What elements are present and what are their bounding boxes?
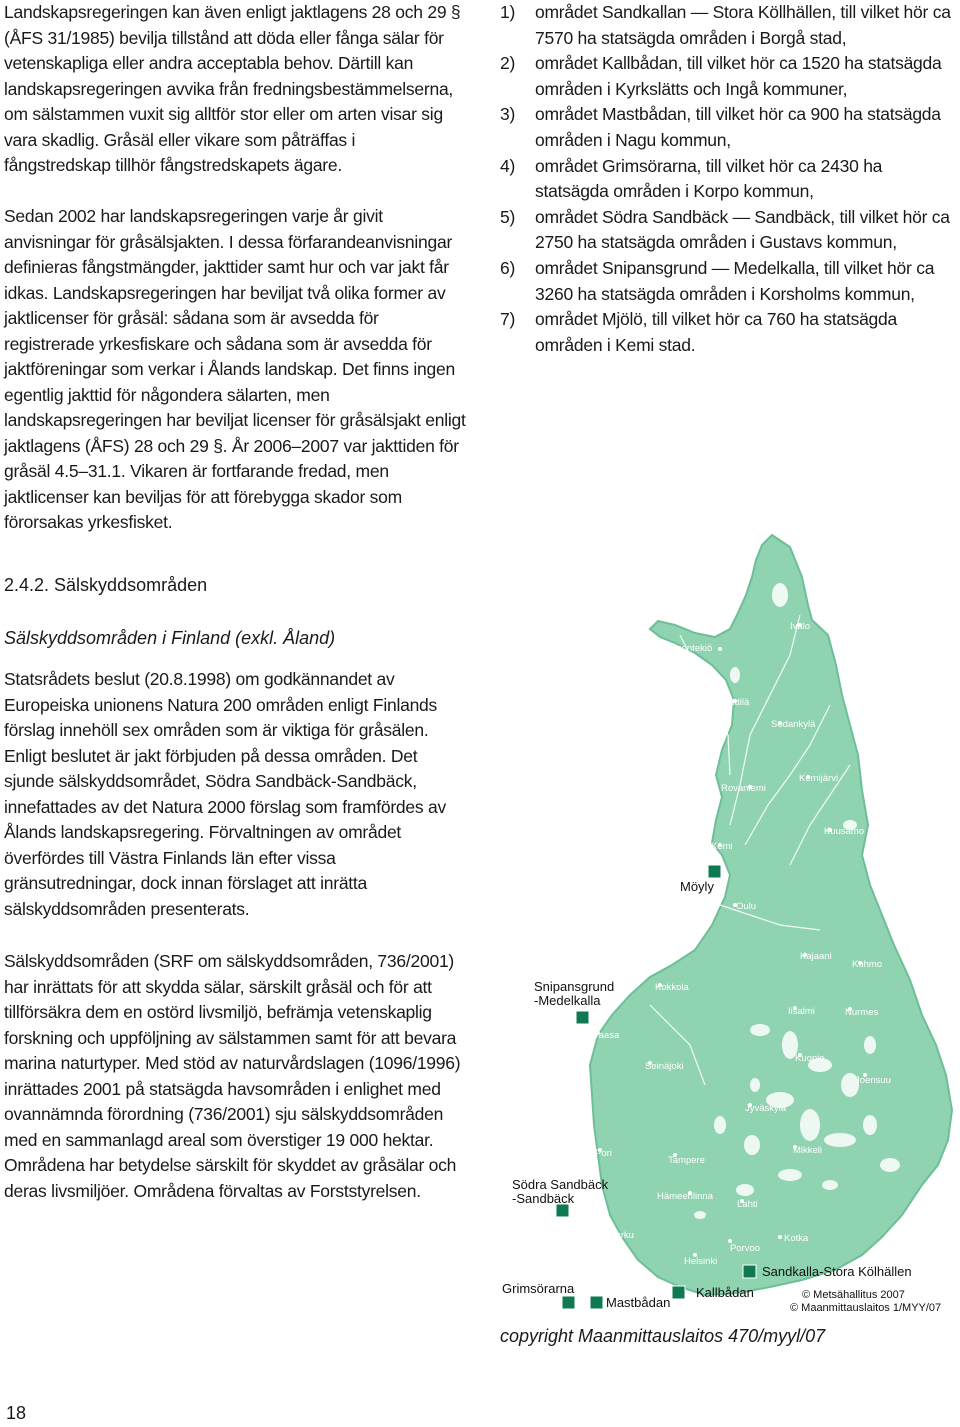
- label-kallbadan: Kallbådan: [696, 1285, 754, 1300]
- paragraph-anvisningar: Sedan 2002 har landskapsregeringen varje år givit anvisningar för gråsälsjakten. I dessa förfarandeanvisningar definieras fångstmängder, jakttider samt hur och var jakt får idkas. Landskapsregeringen har beviljat två olika former av jaktlicenser för gråsäl: sådana som är avsedda för registrerade yrkesfiskare och sådana som är avsedda för jaktföreningar som verkar i Ålands landskap. Det finns ingen egentlig jakttid för någondera sälarten, men landskapsregeringen har beviljat licenser för gråsälsjakt enligt jaktlagens (ÅFS) 28 och 29 §. År 2006–2007 var jakttiden för gråsäl 4.5–31.1. Vikaren är fortfarande fredad, men jaktlicenser kan beviljas för att förebygga skador som förorsakas yrkesfisket.: [4, 206, 466, 532]
- label-sandback: -Sandbäck: [512, 1191, 575, 1206]
- town-label: Mikkeli: [793, 1145, 823, 1156]
- town-label: Iisalmi: [788, 1006, 815, 1017]
- town-label: Enontekiö: [670, 643, 713, 654]
- town-label: Kuusamo: [824, 826, 865, 837]
- town-label: Kemi: [711, 841, 733, 852]
- paragraph-jaktlagen: Landskapsregeringen kan även enligt jaktlagens 28 och 29 § (ÅFS 31/1985) bevilja tillstånd att döda eller fånga sälar för vetenskapliga eller andra acceptabla behov. Därtill kan landskapsregeringen avvika från fredningsbestämmelserna, om sälstammen vuxit sig alltför stor eller om arten visar sig vara skadlig. Gråsäl eller vikare som påträffas i fångstredskap tillhör fångstredskapets ägare.: [4, 2, 461, 175]
- town-label: Porvoo: [730, 1243, 761, 1254]
- label-medelkalla: -Medelkalla: [534, 993, 601, 1008]
- protected-area-marker-kallbadan: [672, 1286, 685, 1299]
- map-copyright-maanmittauslaitos: © Maanmittauslaitos 1/MYY/07: [790, 1302, 942, 1314]
- list-item: 3) området Mastbådan, till vilket hör ca 900 ha statsägda områden i Nagu kommun,: [500, 104, 941, 150]
- list-item: 4) området Grimsörarna, till vilket hör ca 2430 ha statsägda områden i Korpo kommun,: [500, 155, 883, 202]
- protected-area-marker-moyly: [708, 865, 721, 878]
- town-label: Pori: [595, 1148, 612, 1159]
- label-snipansgrund: Snipansgrund: [534, 979, 615, 994]
- finland-map: [490, 525, 960, 1325]
- paragraph-statsradets-beslut: Statsrådets beslut (20.8.1998) om godkännandet av Europeiska unionens Natura 200 områden enligt Finlands förslag innehöll sex områden som är viktiga för gråsälen. Enligt beslutet är jakt förbjuden på dessa områden. Det sjunde sälskyddsområdet, Södra Sandbäck-Sandbäck, innefattades av det Natura 2000 förslag som framfördes av Ålands landskapsregering. Förvaltningen av området överfördes till Västra Finlands län efter vissa gränsutredningar, dock innan förslaget att inrätta sälskyddsområden presenterats.: [4, 669, 446, 919]
- town-label: Helsinki: [684, 1256, 718, 1267]
- label-sodra-sandback: Södra Sandbäck: [512, 1177, 609, 1192]
- town-label: Oulu: [736, 901, 757, 912]
- finland-landmass: [590, 535, 952, 1295]
- town-label: Kittilä: [726, 697, 750, 708]
- town-label: Hämeenlinna: [657, 1191, 713, 1202]
- protected-area-marker-sandkalla: [743, 1265, 756, 1278]
- town-label: Sodankylä: [771, 719, 816, 730]
- town-label: Lahti: [737, 1199, 758, 1210]
- town-label: Kokkola: [655, 982, 689, 993]
- list-item: 6) området Snipansgrund — Medelkalla, till vilket hör ca 3260 ha statsägda områden i Korsholms kommun,: [500, 257, 935, 304]
- page-number: 18: [6, 1403, 27, 1423]
- town-label: Joensuu: [855, 1075, 891, 1086]
- list-item: 5) området Södra Sandbäck — Sandbäck, till vilket hör ca 2750 ha statsägda områden i Gustavs kommun,: [500, 206, 950, 253]
- town-label: Jyväskylä: [745, 1103, 787, 1114]
- town-label: Turku: [610, 1230, 634, 1241]
- town-label: Seinäjoki: [645, 1061, 684, 1072]
- label-grimsorarna: Grimsörarna: [502, 1281, 575, 1296]
- protected-area-marker-mastbadan: [590, 1296, 603, 1309]
- town-label: Rovaniemi: [721, 783, 766, 794]
- label-mastbadan: Mastbådan: [606, 1295, 671, 1310]
- town-label: Kotka: [784, 1233, 809, 1244]
- map-caption: copyright Maanmittauslaitos 470/myyl/07: [500, 1326, 826, 1346]
- town-label: Kemijärvi: [799, 773, 839, 784]
- label-sandkalla: Sandkalla-Stora Kölhällen: [762, 1264, 912, 1279]
- protected-areas-list: [500, 0, 955, 358]
- town-label: Kajaani: [800, 951, 832, 962]
- protected-area-marker-snipansgrund: [576, 1011, 589, 1024]
- section-heading: 2.4.2. Sälskyddsområden: [4, 575, 208, 595]
- list-item: 1) området Sandkallan — Stora Köllhällen, till vilket hör ca 7570 ha statsägda områden i Borgå stad,: [500, 2, 951, 48]
- protected-area-marker-grimsorarna: [562, 1296, 575, 1309]
- town-label: Kuhmo: [852, 959, 883, 970]
- paragraph-salskyddsomraden: Sälskyddsområden (SRF om sälskyddsområden, 736/2001) har inrättats för att skydda sälar, särskilt gråsäl och för att tillförsäkra dem en ostörd livsmiljö, befrämja vetenskaplig forskning och uppföljning av sälstammen samt för att bevara marina naturtyper. Med stöd av naturvårdslagen (1096/1996) inrättades 2001 på statsägda havsområden i enlighet med ovannämnda förordning (736/2001) sju sälskyddsområden med en sammanlagd areal som överstiger 19 000 hektar. Områdena har betydelse särskilt för skyddet av gråsälar och deras livsmiljöer. Områdena förvaltas av Forststyrelsen.: [4, 951, 461, 1201]
- town-label: Ivalo: [790, 621, 811, 632]
- town-label: Kuopio: [795, 1053, 825, 1064]
- town-label: Hanko: [634, 1279, 662, 1290]
- label-moyly: Möyly: [680, 879, 714, 894]
- town-label: Tampere: [668, 1155, 705, 1166]
- list-item: 2) området Kallbådan, till vilket hör ca 1520 ha statsägda områden i Kyrkslätts och Ingå kommuner,: [500, 53, 942, 99]
- list-item: 7) området Mjölö, till vilket hör ca 760 ha statsägda områden i Kemi stad.: [500, 309, 897, 355]
- subheading: Sälskyddsområden i Finland (exkl. Åland): [4, 628, 336, 648]
- map-copyright-metsahallitus: © Metsähallitus 2007: [802, 1289, 905, 1301]
- town-label: Nurmes: [845, 1007, 879, 1018]
- town-label: Vaasa: [593, 1030, 620, 1041]
